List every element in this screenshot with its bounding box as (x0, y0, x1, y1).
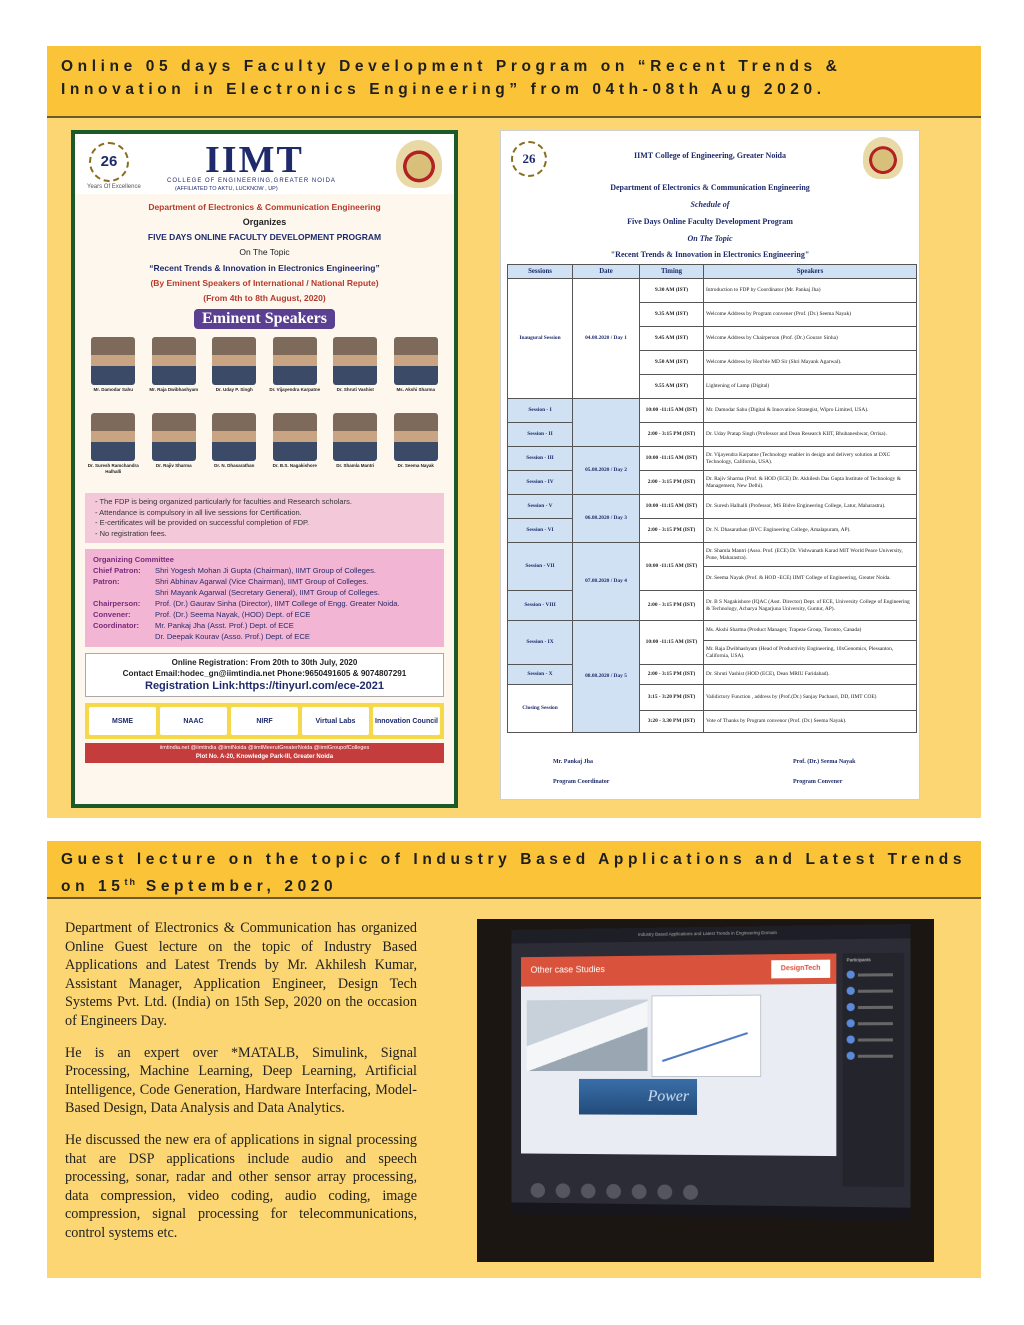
table-row (508, 685, 917, 711)
session-cell: Session - VII (508, 543, 573, 591)
column-header: Speakers (704, 265, 917, 279)
committee-row (93, 598, 436, 609)
time-cell: 2:00 - 3:15 PM (IST) (640, 591, 704, 621)
committee-role: Convener: (93, 610, 131, 619)
committee-role: Chairperson: (93, 599, 141, 608)
table-row (508, 279, 917, 303)
convener-name: Prof. (Dr.) Seema Nayak (793, 759, 856, 765)
speaker-photo (333, 337, 377, 385)
designtech-logo: DesignTech (771, 960, 830, 979)
session-cell: Session - V (508, 495, 573, 519)
speaker-cell: Dr. Shruti Vashist (HOD (ECE), Dean MRIU Faridabad). (704, 665, 917, 685)
speaker-cell: Vote of Thanks by Program convenor (Prof. (Dr.) Seema Nayak). (704, 711, 917, 733)
chat-icon (606, 1184, 621, 1199)
session-cell: Closing Session (508, 685, 573, 733)
time-cell: 9.50 AM (IST) (640, 351, 704, 375)
schedule-program: Five Days Online Faculty Development Program (627, 217, 793, 226)
participant-row (842, 1048, 904, 1064)
virtual-labs-logo: Virtual Labs (302, 707, 369, 735)
poster-department: Department of Electronics & Communication Engineering (148, 202, 381, 212)
speaker-cell: Ms. Akshi Sharma (Product Manager, Trapeze Group, Toronto, Canada) (704, 621, 917, 641)
eminent-speakers-label: Eminent Speakers (194, 309, 335, 329)
speaker-name: Dr. Rajiv Sharma (155, 463, 192, 468)
fdp-heading: Online 05 days Faculty Development Program on “Recent Trends & Innovation in Electronics Engineering” from 04th-08th Aug 2020. (47, 46, 981, 118)
lecture-heading (47, 841, 981, 899)
contact-info: Contact Email:hodec_gn@iimtindia.net Phone:9650491605 & 9074807291 (122, 669, 407, 678)
coordinator-role: Program Coordinator (553, 779, 610, 785)
table-row (508, 519, 917, 543)
speaker-photo (152, 337, 196, 385)
time-cell: 10:00 -11:15 AM (IST) (640, 543, 704, 591)
participant-row (842, 982, 904, 999)
meeting-controls (531, 1183, 829, 1205)
poster-repute: (By Eminent Speakers of International / National Repute) (150, 278, 379, 288)
committee-row (93, 576, 436, 587)
poster-program: FIVE DAYS ONLINE FACULTY DEVELOPMENT PROGRAM (147, 232, 382, 242)
time-cell: 9.30 AM (IST) (640, 279, 704, 303)
schedule-header (501, 131, 919, 265)
share-icon (581, 1184, 596, 1199)
poster-notes (85, 493, 444, 543)
anniversary-badge: 26 (89, 142, 129, 182)
speaker-name: Mr. Raja Dwibhashyam (149, 387, 199, 392)
note-line: - No registration fees. (95, 528, 167, 538)
time-cell: 9.35 AM (IST) (640, 303, 704, 327)
speaker-card (146, 337, 203, 411)
avatar (847, 971, 855, 979)
camera-icon (556, 1183, 571, 1198)
accreditation-logos (85, 703, 444, 739)
avatar (847, 1035, 855, 1043)
taskbar (511, 1202, 910, 1220)
speaker-photo (152, 413, 196, 461)
speaker-name: Dr. Shamla Mantri (336, 463, 375, 468)
nirf-logo: NIRF (231, 707, 298, 735)
naac-logo: NAAC (160, 707, 227, 735)
table-row (508, 621, 917, 641)
innovation-council-logo: Innovation Council (373, 707, 440, 735)
college-crest-icon (396, 140, 442, 188)
participant-row (842, 999, 904, 1016)
speaker-name: Dr. N. Dhasarathan (214, 463, 255, 468)
speaker-photo (333, 413, 377, 461)
schedule-on-topic: On The Topic (687, 234, 733, 243)
speaker-card (146, 413, 203, 487)
time-cell: 9.55 AM (IST) (640, 375, 704, 399)
session-cell: Session - IX (508, 621, 573, 665)
committee-role (93, 631, 155, 642)
participant-row (842, 1031, 904, 1047)
committee-member: Shri Mayank Agarwal (Secretary General), IIMT Group of Colleges. (155, 588, 380, 597)
iimt-logo: IIMT (205, 139, 304, 181)
speaker-cell: Dr. Suresh Halhalli (Professor, MS Bidve Engineering College, Latur, Maharastra). (704, 495, 917, 519)
social-handles: iimtindia.net @iimtindia @iimtNoida @iimtMeerutGreaterNoida @iimtGroupofColleges (85, 743, 444, 753)
session-cell: Inaugural Session (508, 279, 573, 399)
speaker-name: Dr. B.S. Nagakishore (272, 463, 317, 468)
speaker-cell: Mr. Raja Dwibhashyam (Head of Productivity Engineering, 10xGenomics, Plessanton, California, USA). (704, 641, 917, 665)
avatar (847, 987, 855, 995)
speaker-photo (212, 337, 256, 385)
table-row (508, 495, 917, 519)
avatar (847, 1003, 855, 1011)
date-cell: 05.08.2020 / Day 2 (573, 447, 640, 495)
leave-icon (683, 1185, 698, 1200)
note-line: - Attendance is compulsory in all live sessions for Certification. (95, 507, 302, 517)
session-cell: Session - IV (508, 471, 573, 495)
speaker-photo (394, 337, 438, 385)
schedule-of: Schedule of (690, 200, 730, 209)
lecture-paragraph: He is an expert over *MATALB, Simulink, Signal Processing, Machine Learning, Deep Learning, Artificial Intelligence, Code Generation, Hardware Interfacing, Model-Based Design, Data Analysis and Data Analytics. (65, 1044, 417, 1117)
lecture-description (65, 919, 417, 1256)
table-row (508, 665, 917, 685)
poster-organizes: Organizes (242, 217, 287, 227)
msme-logo: MSME (89, 707, 156, 735)
anniversary-badge: 26 (511, 141, 547, 177)
committee-member: Prof. (Dr.) Seema Nayak, (HOD) Dept. of ECE (155, 610, 311, 619)
committee-row (93, 565, 436, 576)
speaker-card (327, 337, 384, 411)
time-cell: 10:00 -11:15 AM (IST) (640, 495, 704, 519)
participants-panel (842, 953, 904, 1188)
time-cell: 2:00 - 3:15 PM (IST) (640, 423, 704, 447)
session-cell: Session - X (508, 665, 573, 685)
lecture-heading-text: Guest lecture on the topic of Industry Based Applications and Latest Trends on 15 (61, 851, 967, 896)
presentation-slide (521, 953, 836, 1156)
table-row (508, 471, 917, 495)
session-cell: Session - VI (508, 519, 573, 543)
committee-row (93, 587, 436, 598)
committee-member: Shri Yogesh Mohan Ji Gupta (Chairman), IIMT Group of Colleges. (155, 566, 377, 575)
poster-dates: (From 4th to 8th August, 2020) (203, 293, 326, 303)
affiliation: (AFFILIATED TO AKTU, LUCKNOW , UP) (175, 186, 278, 192)
speaker-card (267, 413, 324, 487)
session-cell: Session - I (508, 399, 573, 423)
laptop-screen (511, 924, 910, 1220)
slide-chart-image (651, 995, 761, 1077)
slide-title: Other case Studies (521, 953, 836, 986)
table-row (508, 399, 917, 423)
speaker-cell: Dr. N. Dhasarathan (BVC Engineering College, Amalapuram, AP). (704, 519, 917, 543)
schedule-table (507, 264, 917, 733)
speaker-cell: Dr. Shamla Mantri (Asso. Prof. (ECE) Dr. Vishwanath Karad MIT World Peace University, Pune, Maharastra). (704, 543, 917, 567)
speaker-photo (212, 413, 256, 461)
lecture-paragraph: Department of Electronics & Communication has organized Online Guest lecture on the topic of Industry Based Applications and Latest Trends by Mr. Akhilesh Kumar, Assistant Manager, Application Engineer, Design Tech Systems Pvt. Ltd. (India) on 15th Sep, 2020 on the occasion of Engineers Day. (65, 920, 417, 1029)
column-header: Timing (640, 265, 704, 279)
speaker-name: Dr. Vijayendra Karpatne (269, 387, 321, 392)
participant-row (842, 1015, 904, 1032)
speaker-cell: Welcome Address by Chairperson (Prof. (Dr.) Gourav Sinha) (704, 327, 917, 351)
time-cell: 3:15 - 3:20 PM (IST) (640, 685, 704, 711)
lecture-paragraph: He discussed the new era of applications in signal processing that are DSP applications include audio and speech processing, sonar, radar and other sensor array processing, data compression, video coding, audio coding, image compression, signal processing for telecommunications, control systems etc. (65, 1131, 417, 1241)
fdp-poster (71, 130, 458, 808)
more-icon (657, 1184, 672, 1199)
poster-header (75, 134, 454, 194)
badge-caption: Years Of Excellence (87, 184, 141, 190)
speaker-cell: Mr. Damodar Sahu (Digital & Innovation Strategist, Wipro Limited, USA). (704, 399, 917, 423)
car-image (527, 999, 648, 1071)
speaker-cell: Lightening of Lamp (Digital) (704, 375, 917, 399)
time-cell: 10:00 -11:15 AM (IST) (640, 399, 704, 423)
note-line: - E-certificates will be provided on successful completion of FDP. (95, 518, 310, 527)
speaker-cell: Dr. B S Nagakishore (IQAC (Asst. Director) Dept. of ECE, University College of Engineering & Technology, Acharya Nagarjuna University, Guntur, AP). (704, 591, 917, 621)
speaker-cell: Dr. Uday Pratap Singh (Professor and Dean Research KIIT, Bhubaneshwar, Orrisa). (704, 423, 917, 447)
speaker-photo (91, 413, 135, 461)
speaker-card (85, 413, 142, 487)
time-cell: 2:00 - 3:15 PM (IST) (640, 519, 704, 543)
speaker-photo (394, 413, 438, 461)
time-cell: 2:00 - 3:15 PM (IST) (640, 471, 704, 495)
lecture-screen-photo (477, 919, 934, 1262)
speaker-name: Dr. Seema Nayak (397, 463, 434, 468)
fdp-schedule (500, 130, 920, 800)
speaker-cell: Welcome Address by Program convener (Prof. (Dr.) Seema Nayak) (704, 303, 917, 327)
session-cell: Session - III (508, 447, 573, 471)
date-cell: 04.08.2020 / Day 1 (573, 279, 640, 399)
committee-role: Patron: (93, 577, 120, 586)
date-cell: 07.08.2020 / Day 4 (573, 543, 640, 621)
registration-link[interactable]: Registration Link:https://tinyurl.com/ece-2021 (145, 680, 384, 692)
speaker-name: Dr. Shruti Vashist (336, 387, 374, 392)
speaker-name: Dr. Suresh Ramchandra Halhalli (87, 463, 139, 474)
speaker-cell: Dr. Seema Nayak (Prof. & HOD -ECE) IIMT College of Engineering, Greater Noida. (704, 567, 917, 591)
participant-row (842, 966, 904, 983)
speaker-card (206, 413, 263, 487)
committee-role: Chief Patron: (93, 566, 141, 575)
time-cell: 10:00 -11:15 AM (IST) (640, 447, 704, 471)
participants-label: Participants (846, 957, 871, 963)
committee-member: Dr. Deepak Kourav (Asso. Prof.) Dept. of ECE (155, 632, 310, 641)
table-row (508, 591, 917, 621)
schedule-topic: "Recent Trends & Innovation in Electronics Engineering" (610, 250, 810, 259)
committee-member: Prof. (Dr.) Gaurav Sinha (Director), IIMT College of Engg. Greater Noida. (155, 599, 400, 608)
participants-icon (632, 1184, 647, 1199)
time-cell: 3:20 - 3.30 PM (IST) (640, 711, 704, 733)
session-cell: Session - VIII (508, 591, 573, 621)
date-cell: 06.08.2020 / Day 3 (573, 495, 640, 543)
committee-row (93, 620, 436, 631)
date-cell: 08.08.2020 / Day 5 (573, 621, 640, 733)
poster-topic: “Recent Trends & Innovation in Electronics Engineering” (149, 263, 380, 273)
column-header: Date (573, 265, 640, 279)
speaker-grid (75, 329, 454, 487)
speaker-photo (91, 337, 135, 385)
table-row (508, 543, 917, 567)
committee-member: Mr. Pankaj Jha (Asst. Prof.) Dept. of ECE (155, 621, 294, 630)
registration-dates: Online Registration: From 20th to 30th July, 2020 (171, 658, 358, 667)
speaker-card (327, 413, 384, 487)
table-header-row (508, 265, 917, 279)
committee-member: Shri Abhinav Agarwal (Vice Chairman), IIMT Group of Colleges. (155, 577, 369, 586)
schedule-department: Department of Electronics & Communication Engineering (610, 183, 810, 192)
college-address: Plot No. A-20, Knowledge Park-III, Greater Noida (85, 753, 444, 763)
committee-role: Coordinator: (93, 621, 139, 630)
committee-row (93, 609, 436, 620)
speaker-cell: Dr. Vijayendra Karpatne (Technology enabler in design and delivery solution at DXC Technology, California, USA). (704, 447, 917, 471)
registration-box (85, 653, 444, 697)
date-cell (573, 399, 640, 447)
speaker-name: Dr. Uday P. Singh (215, 387, 253, 392)
speaker-name: Mr. Damodar Sahu (93, 387, 133, 392)
speaker-card (85, 337, 142, 411)
organizing-committee (85, 549, 444, 647)
college-name: COLLEGE OF ENGINEERING,GREATER NOIDA (167, 178, 336, 184)
speaker-card (267, 337, 324, 411)
lecture-heading-date: September, 2020 (136, 878, 338, 896)
avatar (847, 1052, 855, 1060)
fdp-section (47, 46, 981, 818)
convener-role: Program Convener (793, 779, 843, 785)
meeting-window-title: Industry Based Applications and Latest Trends in Engineering Domain (511, 924, 910, 944)
lecture-section (47, 841, 981, 1278)
speaker-cell: Dr. Rajiv Sharma (Prof. & HOD (ECE) Dr. Akhilesh Das Gupta Institute of Technology & Management, New Delhi). (704, 471, 917, 495)
coordinator-name: Mr. Pankaj Jha (553, 759, 593, 765)
time-cell: 9.45 AM (IST) (640, 327, 704, 351)
speaker-card (206, 337, 263, 411)
speaker-cell: Welcome Address by Hon'ble MD Sir (Shri Mayank Agarwal). (704, 351, 917, 375)
table-row (508, 447, 917, 471)
speaker-cell: Introduction to FDP by Coordinator (Mr. Pankaj Jha) (704, 279, 917, 303)
speaker-cell: Validictory Function , address by (Prof.(Dr.) Sanjay Pachauri, DD, IIMT COE) (704, 685, 917, 711)
mic-icon (531, 1183, 545, 1198)
speaker-card (388, 337, 445, 411)
committee-role (93, 587, 155, 598)
avatar (847, 1019, 855, 1027)
session-cell: Session - II (508, 423, 573, 447)
schedule-college: IIMT College of Engineering, Greater Noida (634, 151, 786, 160)
lecture-heading-ordinal: th (124, 877, 137, 887)
speaker-name: Ms. Akshi Sharma (396, 387, 436, 392)
committee-row (93, 631, 436, 642)
committee-title: Organizing Committee (93, 555, 175, 564)
speaker-card (388, 413, 445, 487)
poster-on-topic: On The Topic (239, 247, 290, 257)
time-cell: 2:00 - 3:15 PM (IST) (640, 665, 704, 685)
note-line: - The FDP is being organized particularly for faculties and Research scholars. (95, 497, 352, 506)
speaker-photo (273, 337, 317, 385)
slide-power-image: Power (579, 1079, 697, 1115)
table-row (508, 423, 917, 447)
speaker-photo (273, 413, 317, 461)
column-header: Sessions (508, 265, 573, 279)
time-cell: 10:00 -11:15 AM (IST) (640, 621, 704, 665)
